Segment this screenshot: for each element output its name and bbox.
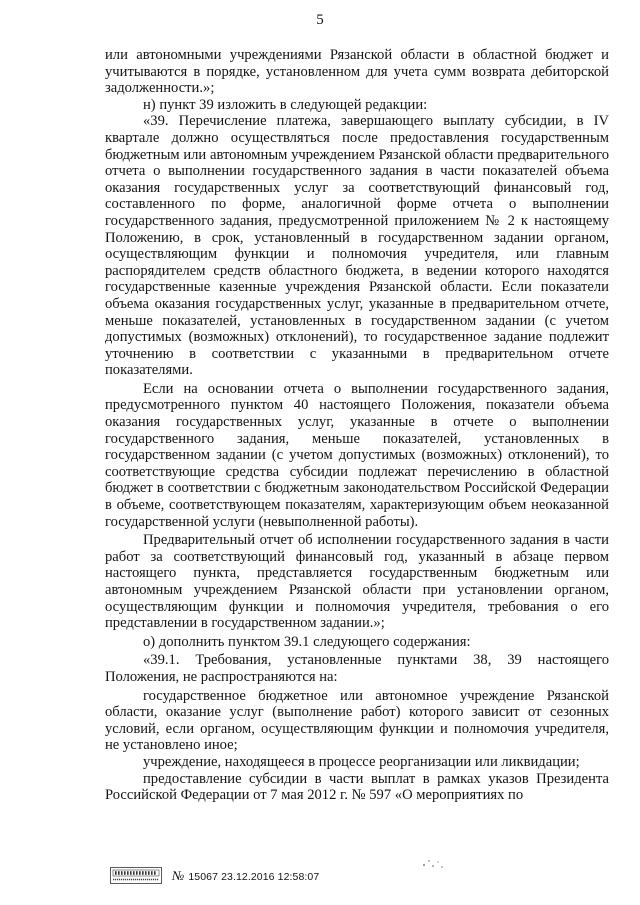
document-body	[105, 47, 609, 804]
paragraph-point-39-1: «39.1. Требования, установленные пунктами 38, 39 настоящего Положения, не распространяются на:	[105, 652, 609, 685]
paragraph-seasonal-institution: государственное бюджетное или автономное учреждение Рязанской области, оказание услуг (выполнение работ) которого зависит от сезонных условий, если органом, осуществляющим функции и полномочия учредителя, не установлено иное;	[105, 687, 609, 754]
registration-info	[172, 868, 319, 884]
paragraph-reorganization: учреждение, находящееся в процессе реорганизации или ликвидации;	[143, 753, 580, 770]
registration-footer	[110, 866, 530, 886]
number-mark: №	[172, 868, 185, 883]
paragraph-report-basis: Если на основании отчета о выполнении государственного задания, предусмотренного пунктом 40 настоящего Положения, показатели объема оказания государственных услуг, указанные в отчете о выполнении государственного задания, меньше показателей, установленных в государственном задании (с учетом допустимых (возможных) отклонений), то соответствующие средства субсидии подлежат перечислению в областной бюджет в соответствии с бюджетным законодательством Российской Федерации в объеме, соответствующем показателям, характеризующим объем неоказанной государственной услуги (невыполненной работы).	[105, 380, 609, 530]
page-number: 5	[316, 12, 324, 28]
paragraph-item-n: н) пункт 39 изложить в следующей редакции:	[143, 96, 428, 113]
paragraph-point-39: «39. Перечисление платежа, завершающего выплату субсидии, в IV квартале должно осуществляться после предоставления государственным бюджетным или автономным учреждением Рязанской области предварительного отчета о выполнении государственного задания в части показателей объема оказания государственных услуг за соответствующий финансовый год, составленного по форме, аналогичной форме отчета о выполнении государственного задания, предусмотренной приложением № 2 к настоящему Положению, в срок, установленный в государственном задании органом, осуществляющим функции и полномочия учредителя, или главным распорядителем средств областного бюджета, в ведении которого находятся государственные казенные учреждения Рязанской области. Если показатели объема оказания государственных услуг, указанные в предварительном отчете, меньше показателей, установленных в государственном задании (с учетом допустимых (возможных) отклонений), то государственное задание подлежит уточнению в соответствии с указанными в предварительном отчете показателями.	[105, 113, 609, 379]
paragraph-president-decrees: предоставление субсидии в части выплат в рамках указов Президента Российской Федерации от 7 мая 2012 г. № 597 «О мероприятиях по	[105, 770, 609, 804]
paragraph-continuation: или автономными учреждениями Рязанской области в областной бюджет и учитываются в порядке, установленном для учета сумм возврата дебиторской задолженности.»;	[105, 47, 609, 97]
paragraph-item-o: о) дополнить пунктом 39.1 следующего содержания:	[143, 633, 471, 650]
paragraph-preliminary-report: Предварительный отчет об исполнении государственного задания в части работ за соответствующий финансовый год, указанный в абзаце первом настоящего пункта, представляется государственным бюджетным или автономным учреждением Рязанской области при установлении органом, осуществляющим функции и полномочия учредителя, требования о его представлении в государственном задании.»;	[105, 532, 609, 632]
registry-stamp-icon	[110, 867, 162, 884]
registration-number-date: 15067 23.12.2016 12:58:07	[188, 871, 320, 883]
